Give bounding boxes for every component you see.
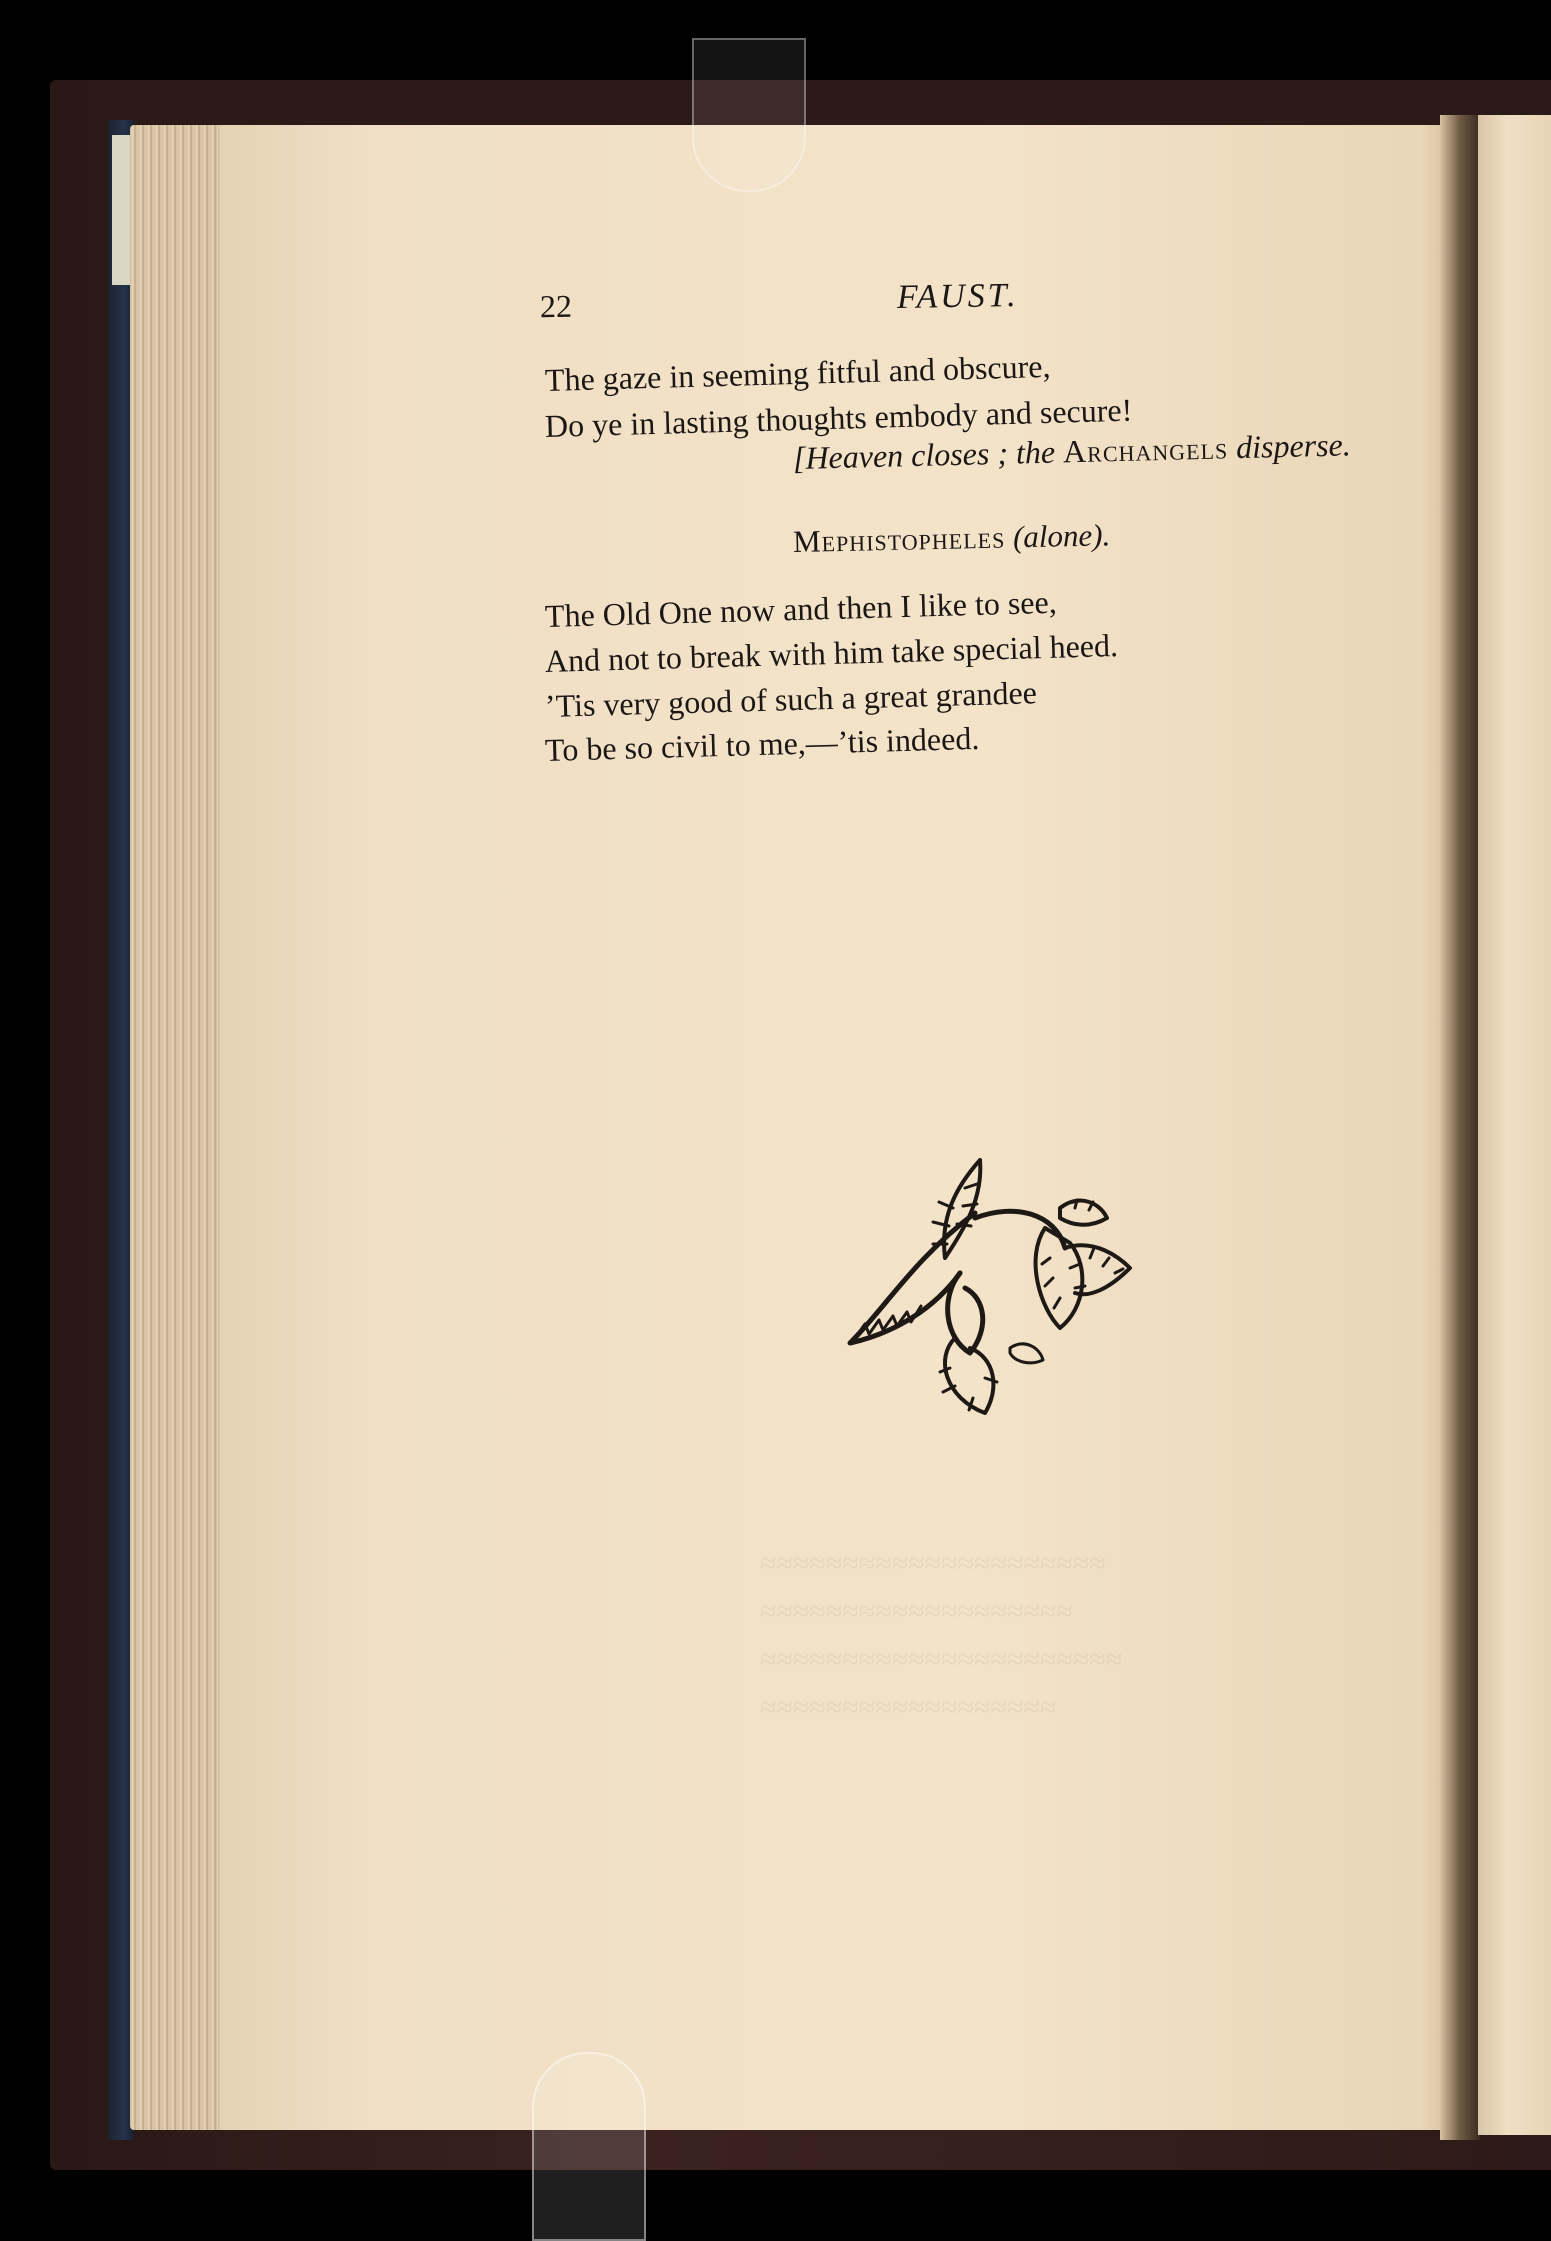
page-number: 22 [539,287,573,325]
stage-archangels: Archangels [1062,429,1229,470]
speaker-name: Mephistopheles [792,519,1006,559]
stage-part-1: Heaven closes ; [804,434,1017,476]
verse-line: ’Tis very good of such a great grandee [544,674,1038,724]
running-head: FAUST. [896,276,1019,317]
spine-label [112,135,130,285]
leaf-scroll-ornament-icon [845,1148,1135,1423]
page-gutter [1440,115,1480,2140]
page-clip-bottom [532,2052,646,2241]
speaker-heading [793,517,1111,560]
show-through-text: ≈≈≈≈≈≈≈≈≈≈≈≈≈≈≈≈≈≈≈≈≈ ≈≈≈≈≈≈≈≈≈≈≈≈≈≈≈≈≈≈≈ ≈≈≈≈≈≈≈≈≈≈≈≈≈≈≈≈≈≈≈≈≈≈ ≈≈≈≈≈≈≈≈≈≈≈≈≈≈≈≈≈≈ [760,1547,1123,1724]
speaker-direction: (alone). [1012,517,1111,555]
facing-page-edge [1478,115,1551,2135]
verse-line: Do ye in lasting thoughts embody and secure! [544,391,1133,444]
verse-line: To be so civil to me,—’tis indeed. [544,719,980,768]
stage-part-3: disperse. [1227,426,1352,466]
page-edges [130,125,230,2130]
stage-part-2: the [1015,433,1064,471]
verse-line: And not to break with him take special heed. [544,627,1119,679]
verse-line: The gaze in seeming fitful and obscure, [544,347,1051,398]
stage-bracket: [ [792,439,806,476]
page-clip-top [692,38,806,192]
book-cover-top-edge [130,80,1551,130]
verse-line: The Old One now and then I like to see, [544,583,1058,634]
